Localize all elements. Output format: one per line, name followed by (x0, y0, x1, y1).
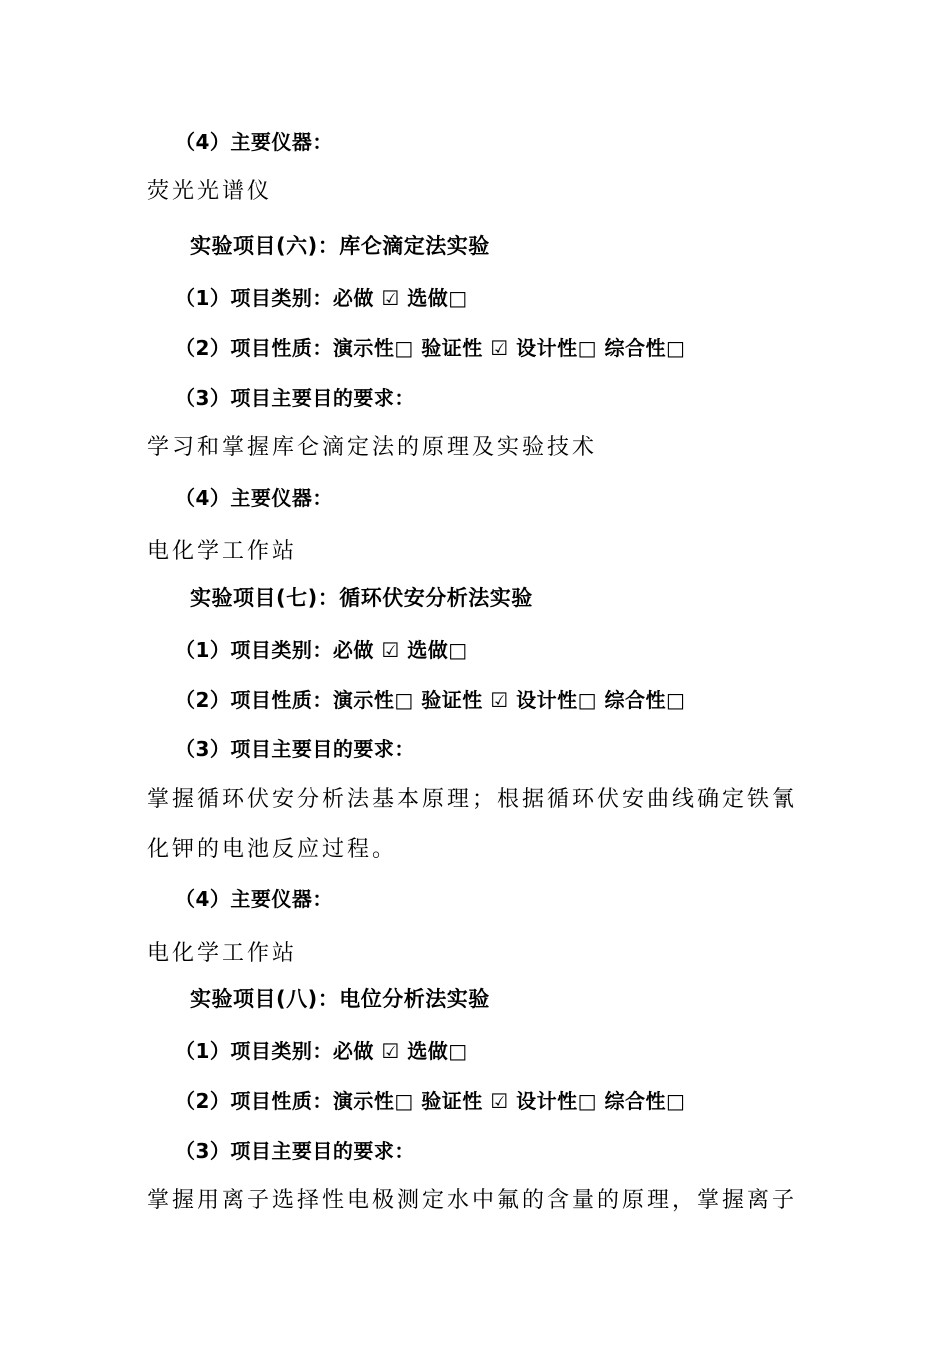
project-category: （1）项目类别：必做 ☑ 选做□ (175, 286, 468, 310)
instrument-heading: （4）主要仪器： (175, 130, 333, 154)
instrument-text: 电化学工作站 (147, 941, 298, 966)
project-7-title: 实验项目(七)：循环伏安分析法实验 (190, 586, 533, 610)
project-purpose-text: 掌握用离子选择性电极测定水中氟的含量的原理，掌握离子 (147, 1188, 798, 1213)
instrument-text: 荧光光谱仪 (147, 179, 273, 204)
project-purpose-text: 掌握循环伏安分析法基本原理；根据循环伏安曲线确定铁氰 (147, 787, 798, 812)
project-purpose-text: 学习和掌握库仑滴定法的原理及实验技术 (147, 435, 598, 460)
project-8-title: 实验项目(八)：电位分析法实验 (190, 987, 490, 1011)
project-purpose-heading: （3）项目主要目的要求： (175, 1139, 415, 1163)
project-nature: （2）项目性质：演示性□ 验证性 ☑ 设计性□ 综合性□ (175, 336, 686, 360)
project-nature: （2）项目性质：演示性□ 验证性 ☑ 设计性□ 综合性□ (175, 1089, 686, 1113)
project-6-title: 实验项目(六)：库仑滴定法实验 (190, 234, 490, 258)
project-nature: （2）项目性质：演示性□ 验证性 ☑ 设计性□ 综合性□ (175, 688, 686, 712)
instrument-text: 电化学工作站 (147, 539, 298, 564)
project-purpose-heading: （3）项目主要目的要求： (175, 737, 415, 761)
instrument-heading: （4）主要仪器： (175, 486, 333, 510)
project-purpose-heading: （3）项目主要目的要求： (175, 386, 415, 410)
instrument-heading: （4）主要仪器： (175, 887, 333, 911)
project-category: （1）项目类别：必做 ☑ 选做□ (175, 1039, 468, 1063)
project-purpose-text: 化钾的电池反应过程。 (147, 837, 398, 862)
project-category: （1）项目类别：必做 ☑ 选做□ (175, 638, 468, 662)
